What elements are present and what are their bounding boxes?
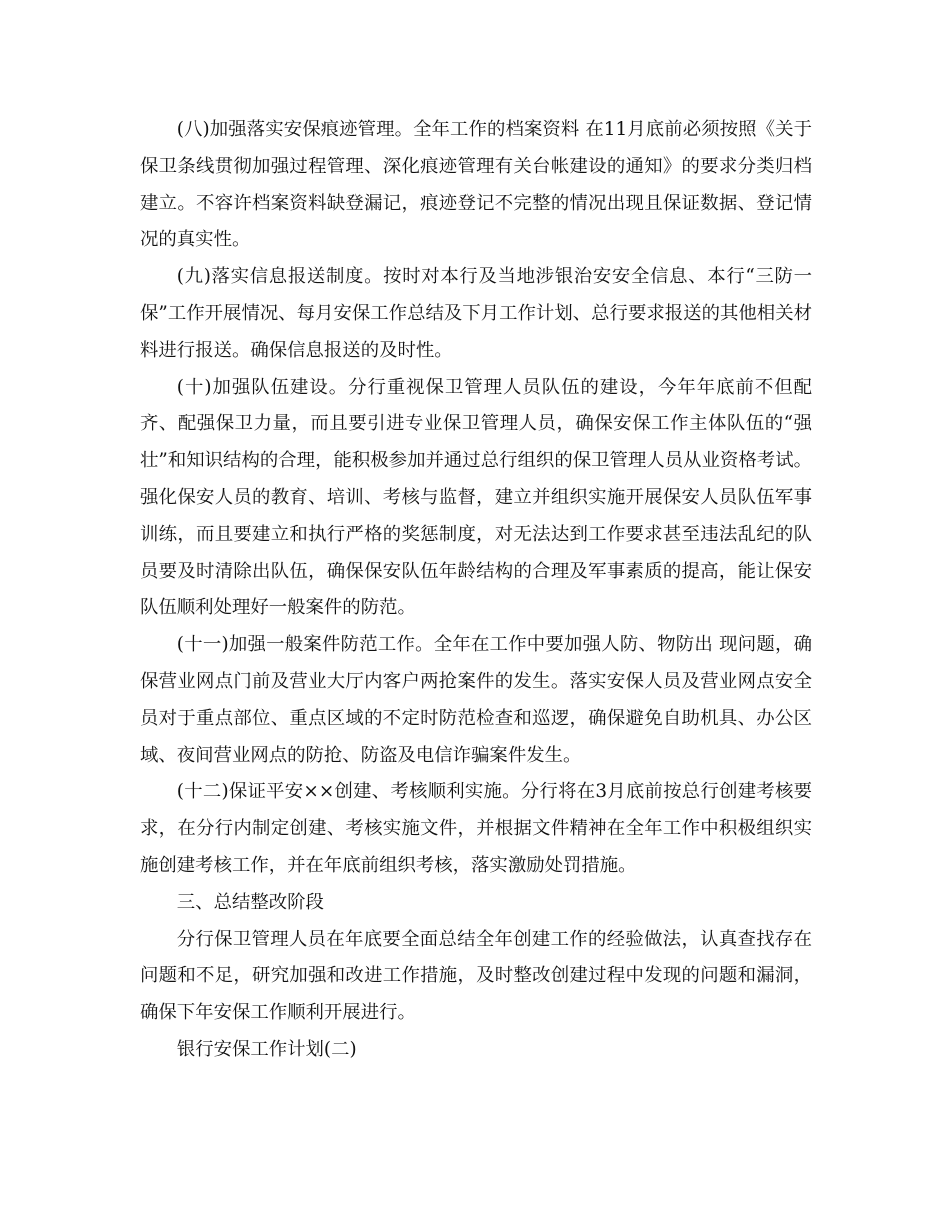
next-document-title: 银行安保工作计划(二) <box>176 1038 357 1060</box>
paragraph-10-team-building: (十)加强队伍建设。分行重视保卫管理人员队伍的建设，今年年底前不但配齐、配强保卫力量，而且要引进专业保卫管理人员，确保安保工作主体队伍的“强壮”和知识结构的合理，能积极参加并通过总行组织的保卫管理人员从业资格考试。强化保安人员的教育、培训、考核与监督，建立并组织实施开展保安人员队伍军事训练，而且要建立和执行严格的奖惩制度，对无法达到工作要求甚至违法乱纪的队员要及时清除出队伍，确保保安队伍年龄结构的合理及军事素质的提高，能让保安队伍顺利处理好一般案件的防范。 <box>140 376 812 619</box>
section-heading-summary-rectification: 三、总结整改阶段 <box>176 891 324 913</box>
paragraph-12-safety-assessment: (十二)保证平安××创建、考核顺利实施。分行将在3月底前按总行创建考核要求，在分行内制定创建、考核实施文件，并根据文件精神在全年工作中积极组织实施创建考核工作，并在年底前组织考核，落实激励处罚措施。 <box>140 781 812 876</box>
section-paragraph-summary: 分行保卫管理人员在年底要全面总结全年创建工作的经验做法，认真查找存在问题和不足，研究加强和改进工作措施，及时整改创建过程中发现的问题和漏洞，确保下年安保工作顺利开展进行。 <box>140 928 812 1024</box>
document-page <box>140 112 812 1069</box>
paragraph-9-information-reporting: (九)落实信息报送制度。按时对本行及当地涉银治安安全信息、本行“三防一保”工作开展情况、每月安保工作总结及下月工作计划、总行要求报送的其他相关材料进行报送。确保信息报送的及时性。 <box>140 266 812 361</box>
paragraph-8-trace-management: (八)加强落实安保痕迹管理。全年工作的档案资料 在11月底前必须按照《关于保卫条线贯彻加强过程管理、深化痕迹管理有关台帐建设的通知》的要求分类归档建立。不容许档案资料缺登漏记，痕迹登记不完整的情况出现且保证数据、登记情况的真实性。 <box>140 119 812 251</box>
paragraph-11-case-prevention: (十一)加强一般案件防范工作。全年在工作中要加强人防、物防出 现问题，确保营业网点门前及营业大厅内客户两抢案件的发生。落实安保人员及营业网点安全员对于重点部位、重点区域的不定时防范检查和巡逻，确保避免自助机具、办公区域、夜间营业网点的防抢、防盗及电信诈骗案件发生。 <box>140 634 812 766</box>
